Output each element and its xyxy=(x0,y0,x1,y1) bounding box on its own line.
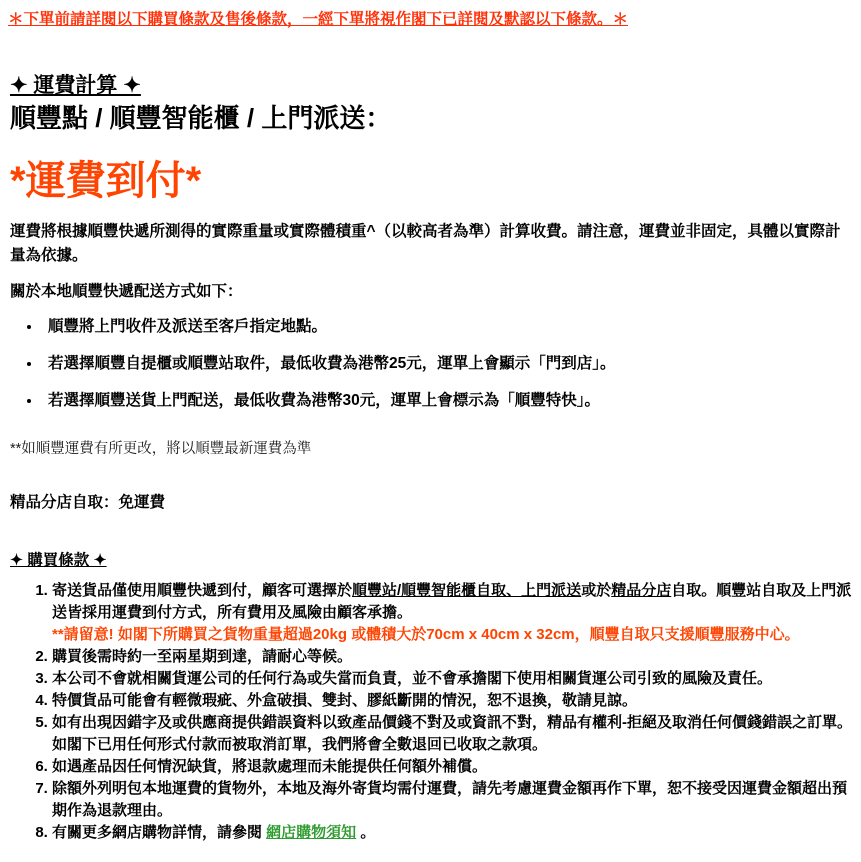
term-item xyxy=(52,778,855,822)
term-text: 寄送貨品僅使用順豐快遞到付，顧客可選擇於 xyxy=(52,581,353,599)
term-item xyxy=(52,712,855,756)
pre-order-notice: ＊下單前請詳閱以下購買條款及售後條款，一經下單將視作閣下已詳閱及默認以下條款。＊ xyxy=(8,11,629,28)
shipping-fee-intro: 運費將根據順豐快遞所測得的實際重量或實際體積重^（以較高者為準）計算收費。請注意，運費並非固定，具體以實際計量為依據。 xyxy=(10,222,841,264)
purchase-terms-heading: ✦ 購買條款 ✦ xyxy=(10,551,107,569)
fee-change-footnote: **如順豐運費有所更改，將以順豐最新運費為準 xyxy=(10,440,312,457)
term-text: 購買後需時約一至兩星期到達，請耐心等候。 xyxy=(52,647,353,665)
store-shopping-guide-link[interactable]: 網店購物須知 xyxy=(266,823,357,841)
purchase-terms-list xyxy=(10,580,855,844)
delivery-option-item: • 若選擇順豐自提櫃或順豐站取件，最低收費為港幣25元，運單上會顯示「門到店」。 xyxy=(42,353,855,375)
weight-limit-warning: **請留意! 如閣下所購買之貨物重量超過20kg 或體積大於70cm x 40cm x 32cm，順豐自取只支援順豐服務中心。 xyxy=(52,625,800,643)
freight-collect-highlight: *運費到付* xyxy=(10,158,202,203)
term-text: 特價貨品可能會有輕微瑕疵、外盒破損、雙封、膠紙斷開的情況，恕不退換，敬請見諒。 xyxy=(52,691,638,709)
term-item xyxy=(52,690,855,712)
delivery-methods-intro: 關於本地順豐快遞配送方式如下： xyxy=(10,282,243,300)
term-item xyxy=(52,822,855,844)
delivery-options-list xyxy=(10,316,855,412)
term-item xyxy=(52,646,855,668)
term-text: 或於 xyxy=(581,581,612,599)
term-text: 如遇產品因任何情況缺貨，將退款處理而未能提供任何額外補償。 xyxy=(52,757,488,775)
term-text: 順豐站/順豐智能櫃自取、上門派送 xyxy=(352,581,582,599)
term-text: 。 xyxy=(356,823,376,841)
term-item xyxy=(52,580,855,646)
shipping-calculation-heading: ✦ 運費計算 ✦ xyxy=(10,73,141,97)
term-text: 自取。順豐站自取及上門派送皆採用運費到付方式，所有費用及風險由顧客承擔。 xyxy=(52,581,852,621)
term-text: 本公司不會就相關貨運公司的任何行為或失當而負責，並不會承擔閣下使用相關貨運公司引致的風險及責任。 xyxy=(52,669,773,687)
term-text: 精品分店 xyxy=(611,581,672,599)
term-item xyxy=(52,668,855,690)
store-pickup-note: 精品分店自取：免運費 xyxy=(10,493,166,511)
term-item xyxy=(52,756,855,778)
term-text: 有關更多網店購物詳情，請參閱 xyxy=(52,823,267,841)
delivery-option-item: • 順豐將上門收件及派送至客戶指定地點。 xyxy=(42,316,855,338)
shipping-methods-subheading: 順豐點 / 順豐智能櫃 / 上門派送： xyxy=(10,103,392,134)
delivery-option-item: • 若選擇順豐送貨上門配送，最低收費為港幣30元，運單上會標示為「順豐特快」。 xyxy=(42,390,855,412)
term-text: 除額外列明包本地運費的貨物外，本地及海外寄貨均需付運費，請先考慮運費金額再作下單，恕不接受因運費金額超出預期作為退款理由。 xyxy=(52,779,848,819)
term-text: 如有出現因錯字及或供應商提供錯誤資料以致產品價錢不對及或資訊不對，精品有權利-拒絕及取消任何價錢錯誤之訂單。如閣下已用任何形式付款而被取消訂單，我們將會全數退回已收取之款項。 xyxy=(52,713,853,753)
